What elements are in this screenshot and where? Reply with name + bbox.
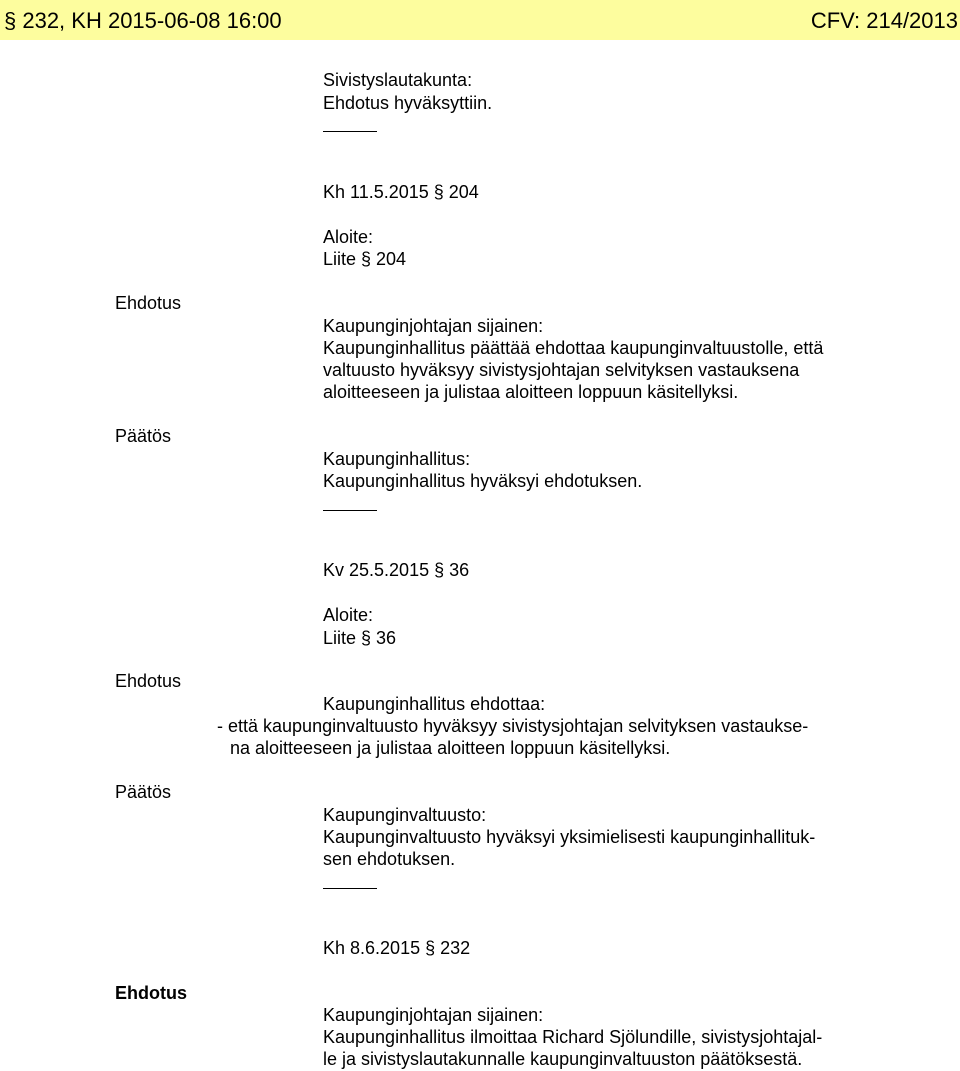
initiative-label: Aloite: (323, 227, 374, 247)
meeting-heading: Kh 8.6.2015 § 232 (323, 938, 471, 958)
proposer: Kaupunginjohtajan sijainen: (323, 316, 544, 336)
document-header (0, 0, 960, 40)
attachment-link[interactable]: Liite § 204 (323, 249, 407, 269)
cfv-number: CFV: 214/2013 (810, 8, 958, 33)
proposal-label: Ehdotus (115, 293, 182, 313)
proposal-label: Ehdotus (115, 671, 182, 691)
proposal-label: Ehdotus (115, 983, 187, 1003)
decision-label: Päätös (115, 426, 172, 446)
decision-label: Päätös (115, 782, 172, 802)
proposal-line: le ja sivistyslautakunnalle kaupunginvaltuuston päätöksestä. (323, 1049, 803, 1069)
proposal-line: Kaupunginhallitus ilmoittaa Richard Sjölundille, sivistysjohtajal- (323, 1027, 823, 1047)
initiative-label: Aloite: (323, 605, 374, 625)
proposal-line: aloitteeseen ja julistaa aloitteen loppuun käsitellyksi. (323, 382, 739, 402)
decision-text: Kaupunginhallitus hyväksyi ehdotuksen. (323, 471, 643, 491)
proposal-line: na aloitteeseen ja julistaa aloitteen loppuun käsitellyksi. (230, 738, 671, 758)
meeting-heading: Kv 25.5.2015 § 36 (323, 560, 470, 580)
proposal-line: valtuusto hyväksyy sivistysjohtajan selvityksen vastauksena (323, 360, 800, 380)
decider: Kaupunginhallitus: (323, 449, 471, 469)
decision-line: Kaupunginvaltuusto hyväksyi yksimielisesti kaupunginhallituk- (323, 827, 816, 847)
separator-line (323, 888, 377, 889)
separator-line (323, 131, 377, 132)
decider: Kaupunginvaltuusto: (323, 805, 487, 825)
attachment-link[interactable]: Liite § 36 (323, 628, 397, 648)
board-decision: Ehdotus hyväksyttiin. (323, 93, 493, 113)
proposal-line: Kaupunginhallitus päättää ehdottaa kaupunginvaltuustolle, että (323, 338, 824, 358)
proposer: Kaupunginhallitus ehdottaa: (323, 694, 546, 714)
separator-line (323, 510, 377, 511)
meeting-heading: Kh 11.5.2015 § 204 (323, 182, 479, 202)
proposer: Kaupunginjohtajan sijainen: (323, 1005, 544, 1025)
proposal-line: - että kaupunginvaltuusto hyväksyy sivistysjohtajan selvityksen vastaukse- (217, 716, 809, 736)
decision-line: sen ehdotuksen. (323, 849, 456, 869)
section-reference: § 232, KH 2015-06-08 16:00 (4, 8, 282, 33)
board-name: Sivistyslautakunta: (323, 70, 473, 90)
